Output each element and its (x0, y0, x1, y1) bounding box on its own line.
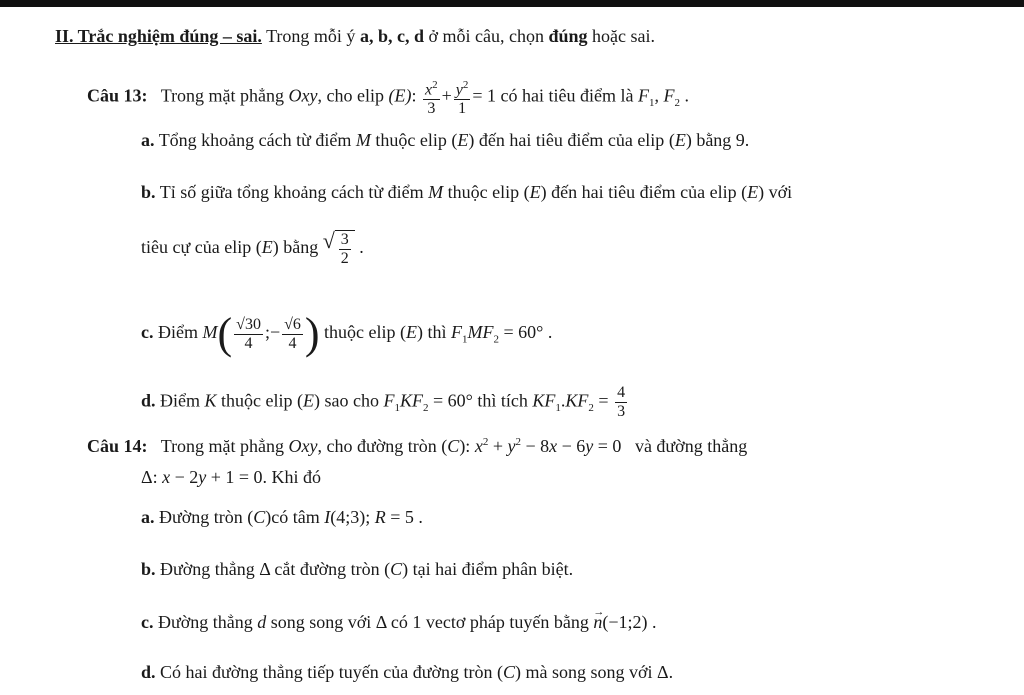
question-14-option-a: a. Đường tròn (C)có tâm I(4;3); R = 5 . (141, 507, 423, 527)
question-14-label: Câu 14: (87, 436, 148, 456)
question-13-option-b-cont: tiêu cự của elip (E) bằng √ $\frac{3}{2}$ . (141, 228, 364, 267)
question-13-option-b: b. Tỉ số giữa tổng khoảng cách từ điểm M thuộc elip (E) đến hai tiêu điểm của elip (E) với (141, 182, 793, 202)
fraction-x2-3: $\frac{x^2}{3}$ (423, 76, 440, 118)
question-14-stem: Câu 14: Trong mặt phẳng Oxy, cho đường tròn (C): $x^2 + y^2 - 8x - 6y = 0$ và đường thẳng (87, 436, 748, 456)
question-14-option-b: b. Đường thẳng Δ cắt đường tròn (C) tại hai điểm phân biệt. (141, 559, 574, 579)
question-13-option-a: a. Tổng khoảng cách từ điểm M thuộc elip (E) đến hai tiêu điểm của elip (E) bằng 9. (141, 130, 750, 150)
question-13-option-c: c. Điểm M( $\frac{√30}{4}$ ;− $\frac{√6}{4}$ ) thuộc elip (E) thì $F_1MF_2 = 60^\circ$ . (141, 309, 553, 358)
question-13-stem: Câu 13: Trong mặt phẳng Oxy, cho elip (E): $\frac{x^2}{3}$ + $\frac{y^2}{1}$ = 1 có hai tiêu điểm là $F_1$, $F_2$ . (87, 76, 689, 118)
question-13-option-d: d. Điểm K thuộc elip (E) sao cho $F_1KF_2 = 60^\circ$ thì tích $KF_1.KF_2$ = $\frac{4}{3}$ (141, 384, 626, 420)
question-14-option-c: c. Đường thẳng d song song với Δ có 1 vectơ pháp tuyến bằng → n(−1;2) . (141, 610, 656, 634)
section-heading: II. Trắc nghiệm đúng – sai. Trong mỗi ý a, b, c, d ở mỗi câu, chọn đúng hoặc sai. (55, 26, 655, 46)
question-14-stem-cont: Δ: x − 2y + 1 = 0. Khi đó (141, 467, 322, 487)
sqrt-3-over-2: √ $\frac{3}{2}$ (323, 230, 355, 268)
question-14-option-d: d. Có hai đường thẳng tiếp tuyến của đường tròn (C) mà song song với Δ. (141, 662, 674, 682)
section-label: II. Trắc nghiệm đúng – sai. (55, 26, 262, 46)
top-border (0, 0, 1024, 7)
question-13-label: Câu 13: (87, 85, 148, 106)
fraction-y2-1: $\frac{y^2}{1}$ (454, 76, 471, 118)
